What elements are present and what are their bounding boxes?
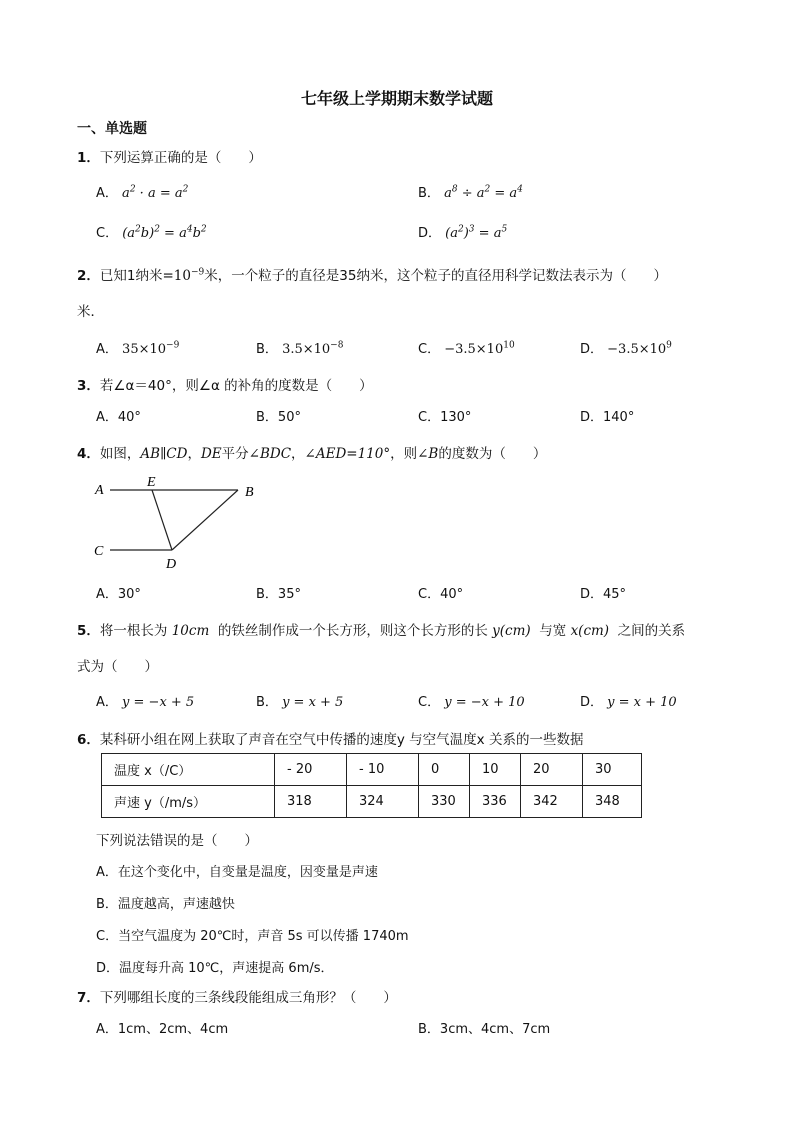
option-label: D． <box>580 342 604 357</box>
page-title: 七年级上学期期末数学试题 <box>300 89 493 108</box>
table-cell: 324 <box>347 786 419 818</box>
option-label: A． <box>96 695 118 710</box>
point-label-a: A <box>95 483 104 498</box>
table-row <box>102 754 642 786</box>
math-expression: AB∥CD <box>140 446 188 462</box>
q1-option-c[interactable] <box>96 222 207 241</box>
question-stem-cont: 的度数为（ ） <box>438 446 547 462</box>
q5-option-c[interactable] <box>418 691 525 710</box>
option-label: C． <box>96 226 119 241</box>
question-5-line2: 式为（ ） <box>77 659 158 675</box>
q5-option-a[interactable] <box>96 691 194 710</box>
q4-option-d[interactable]: D．45° <box>580 587 627 602</box>
question-stem-cont: 平分 <box>221 446 249 462</box>
question-stem-cont: ， <box>187 446 201 462</box>
math-expression: y = x + 10 <box>607 695 677 710</box>
q3-option-b[interactable]: B．50° <box>256 410 301 425</box>
question-stem: 下列哪组长度的三条线段能组成三角形？（ ） <box>99 990 397 1006</box>
math-expression: $-3.5\times 10^9$ <box>607 340 672 357</box>
q2-option-c[interactable] <box>418 338 515 357</box>
section-heading: 一、单选题 <box>77 121 147 137</box>
option-label: A． <box>96 186 118 201</box>
table-row <box>102 786 642 818</box>
q3-option-a[interactable]: A．40° <box>96 410 141 425</box>
math-expression: x(cm) <box>570 623 610 639</box>
question-stem: 某科研小组在网上获取了声音在空气中传播的速度y 与空气温度x 关系的一些数据 <box>99 732 584 748</box>
math-expression: 10cm <box>171 623 210 639</box>
table-cell: 20 <box>521 754 583 786</box>
q4-option-a[interactable]: A．30° <box>96 587 141 602</box>
math-expression: $a^2 \cdot a = a^2$ <box>122 184 189 201</box>
question-2-line2: 米． <box>77 304 104 320</box>
q7-option-a[interactable]: A．1cm、2cm、4cm <box>96 1022 229 1037</box>
question-stem-cont: ，则 <box>390 446 418 462</box>
question-7 <box>77 986 397 1006</box>
q6-option-b[interactable]: B．温度越高，声速越快 <box>96 897 235 912</box>
math-expression: $-3.5\times 10^{10}$ <box>444 340 515 357</box>
point-label-d: D <box>166 557 177 572</box>
option-label: B． <box>418 186 440 201</box>
table-row-label: 温度 x（/C） <box>102 754 275 786</box>
geometry-figure <box>90 472 270 572</box>
q6-option-d[interactable]: D．温度每升高 10℃，声速提高 6m/s． <box>96 961 334 976</box>
table-cell: 10 <box>470 754 521 786</box>
question-stem: 若∠α＝40°，则∠α 的补角的度数是（ ） <box>99 378 373 394</box>
math-expression: ∠AED=110° <box>304 446 391 462</box>
math-expression: ∠BDC <box>248 446 292 462</box>
question-3 <box>77 374 373 394</box>
point-label-b: B <box>245 485 254 500</box>
question-stem: 已知1纳米 <box>99 268 163 284</box>
question-stem-cont: ， <box>291 446 305 462</box>
table-cell: 30 <box>583 754 642 786</box>
question-stem-cont: 的铁丝制作成一个长方形，则这个长方形的长 <box>217 623 488 639</box>
table-cell: 318 <box>275 786 347 818</box>
table-cell: 336 <box>470 786 521 818</box>
q5-option-b[interactable] <box>256 691 343 710</box>
math-expression: $a^8 \div a^2 = a^4$ <box>444 184 523 201</box>
option-label: C． <box>418 695 441 710</box>
table-cell: 348 <box>583 786 642 818</box>
option-label: A． <box>96 342 118 357</box>
math-expression: $(a^2)^3 = a^5$ <box>445 224 508 241</box>
table-row-label: 声速 y（/m/s） <box>102 786 275 818</box>
table-cell: - 10 <box>347 754 419 786</box>
question-number: 6． <box>77 732 100 748</box>
table-cell: 0 <box>419 754 470 786</box>
question-number: 7． <box>77 990 100 1006</box>
math-expression: $35\times 10^{-9}$ <box>122 340 180 357</box>
question-stem: 将一根长为 <box>99 623 168 639</box>
q2-option-b[interactable] <box>256 338 343 357</box>
table-cell: 330 <box>419 786 470 818</box>
question-6 <box>77 728 583 748</box>
math-expression: y = x + 5 <box>282 695 344 710</box>
question-5 <box>77 619 685 639</box>
option-label: D． <box>580 695 604 710</box>
question-stem-cont: 米，一个粒子的直径是35纳米，这个粒子的直径用科学记数法表示为（ ） <box>204 268 667 284</box>
q4-option-c[interactable]: C．40° <box>418 587 464 602</box>
question-stem-cont: 之间的关系 <box>617 623 686 639</box>
question-4 <box>77 442 546 462</box>
q1-option-b[interactable] <box>418 182 523 201</box>
math-expression: $=10^{-9}$ <box>162 267 205 284</box>
math-expression: ∠B <box>417 446 439 462</box>
question-stem: 如图， <box>99 446 141 462</box>
q6-option-a[interactable]: A．在这个变化中，自变量是温度，因变量是声速 <box>96 865 378 880</box>
q6-option-c[interactable]: C．当空气温度为 20℃时，声音 5s 可以传播 1740m <box>96 929 409 944</box>
q1-option-a[interactable] <box>96 182 188 201</box>
q3-option-d[interactable]: D．140° <box>580 410 635 425</box>
table-cell: 342 <box>521 786 583 818</box>
q4-option-b[interactable]: B．35° <box>256 587 301 602</box>
option-label: B． <box>256 695 278 710</box>
math-expression: DE <box>200 446 222 462</box>
math-expression: $3.5\times 10^{-8}$ <box>282 340 344 357</box>
question-number: 3． <box>77 378 100 394</box>
question-number: 1． <box>77 150 100 166</box>
math-expression: y = −x + 5 <box>122 695 195 710</box>
data-table <box>101 753 642 818</box>
question-1 <box>77 146 262 166</box>
option-label: B． <box>256 342 278 357</box>
q3-option-c[interactable]: C．130° <box>418 410 472 425</box>
q1-option-d[interactable] <box>418 222 507 241</box>
math-expression: y = −x + 10 <box>444 695 525 710</box>
q2-option-d[interactable] <box>580 338 672 357</box>
table-cell: - 20 <box>275 754 347 786</box>
option-label: C． <box>418 342 441 357</box>
math-expression: $(a^2b)^2 = a^4b^2$ <box>122 224 207 241</box>
q2-option-a[interactable] <box>96 338 179 357</box>
question-6-ask: 下列说法错误的是（ ） <box>96 833 258 849</box>
q7-option-b[interactable]: B．3cm、4cm、7cm <box>418 1022 551 1037</box>
question-number: 2． <box>77 268 100 284</box>
question-stem-cont: 与宽 <box>539 623 567 639</box>
option-label: D． <box>418 226 442 241</box>
point-label-e: E <box>147 475 156 490</box>
math-expression: y(cm) <box>492 623 531 639</box>
point-label-c: C <box>94 544 104 559</box>
question-number: 4． <box>77 446 100 462</box>
question-number: 5． <box>77 623 100 639</box>
q5-option-d[interactable] <box>580 691 677 710</box>
question-stem: 下列运算正确的是（ ） <box>99 150 262 166</box>
question-2 <box>77 264 667 284</box>
